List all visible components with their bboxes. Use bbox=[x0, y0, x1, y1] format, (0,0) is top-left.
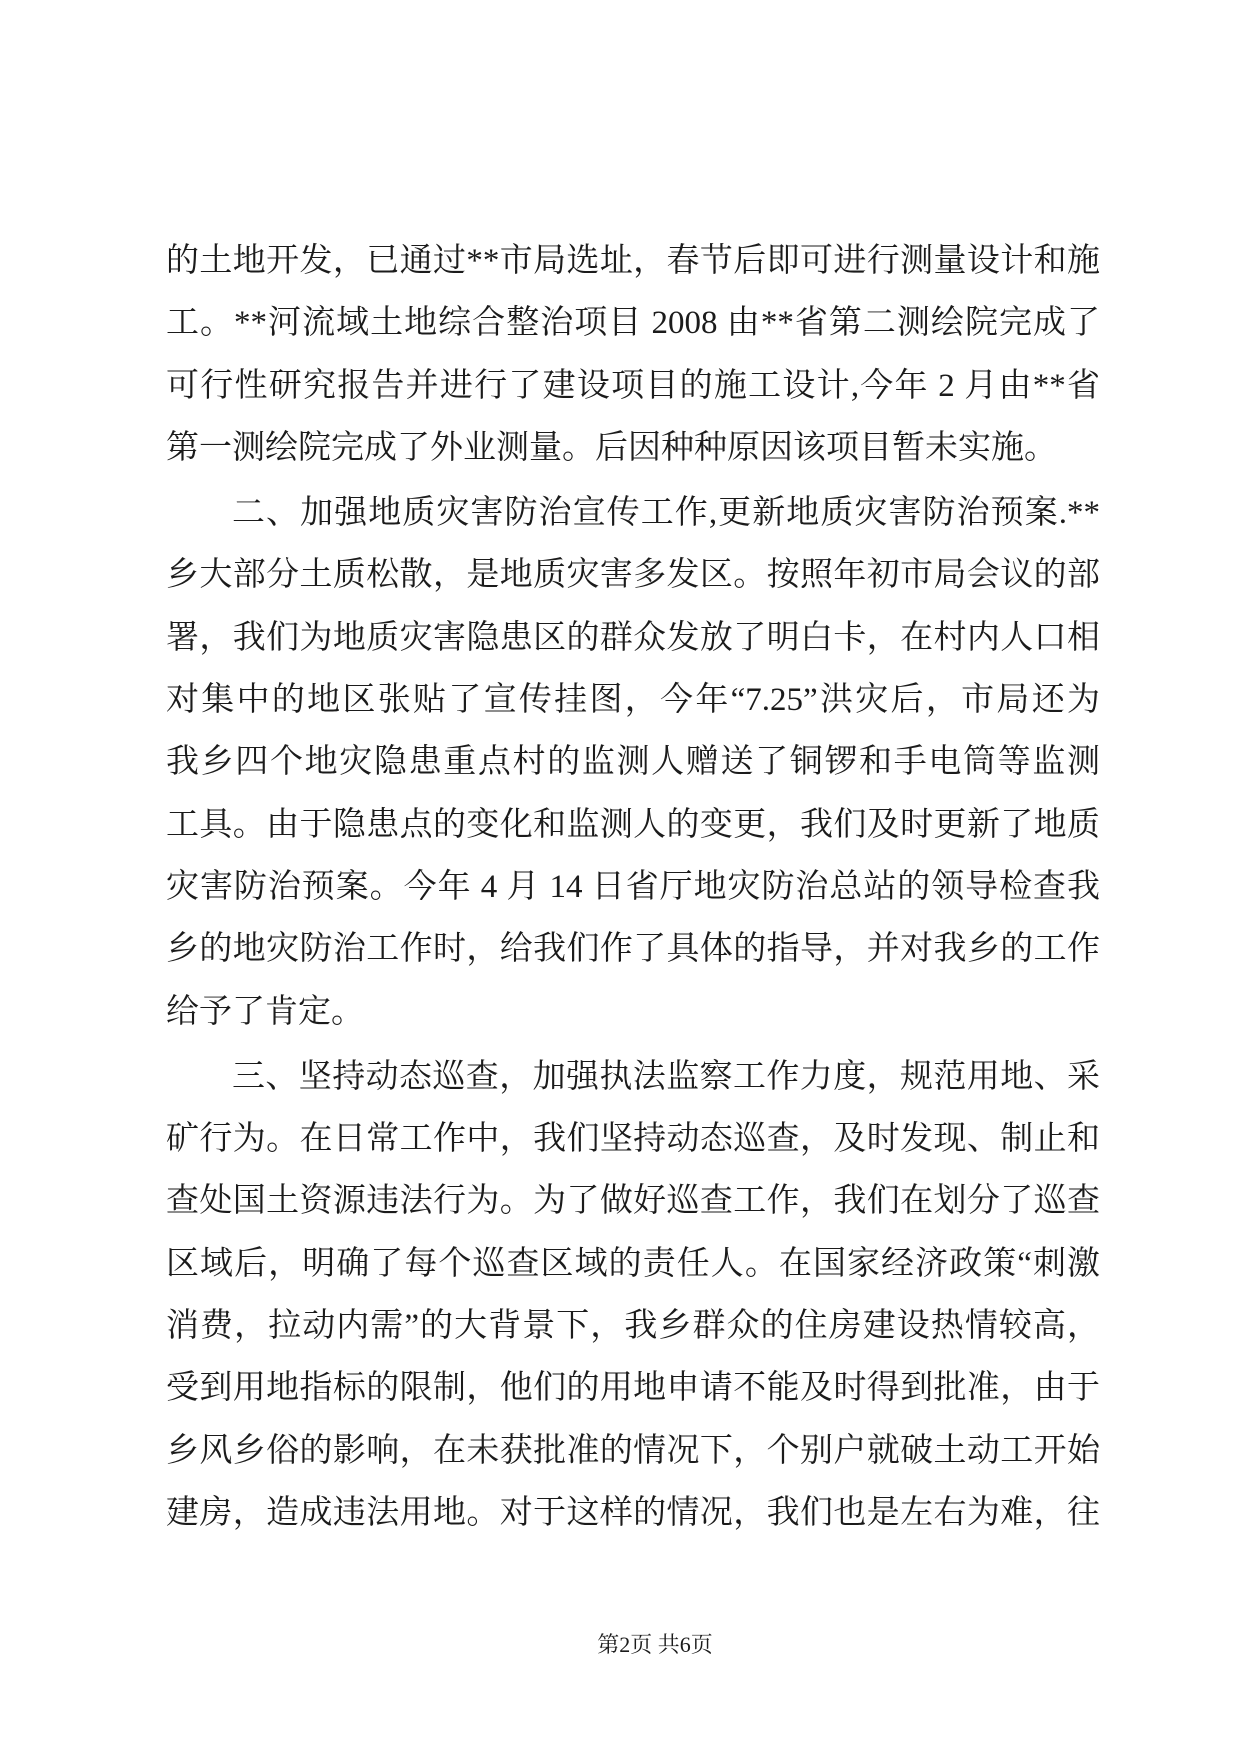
text-line: 的土地开发，已通过**市局选址，春节后即可进行测量设计和施 bbox=[166, 243, 1100, 279]
text-line: 乡的地灾防治工作时，给我们作了具体的指导，并对我乡的工作 bbox=[166, 931, 1100, 968]
text-line: 我乡四个地灾隐患重点村的监测人赠送了铜锣和手电筒等监测 bbox=[166, 744, 1100, 781]
text-line: 受到用地指标的限制，他们的用地申请不能及时得到批准，由于 bbox=[166, 1370, 1100, 1407]
text-line: 第一测绘院完成了外业测量。后因种种原因该项目暂未实施。 bbox=[166, 429, 1057, 466]
paragraph-section-two bbox=[166, 482, 1100, 1043]
text-line: 查处国土资源违法行为。为了做好巡查工作，我们在划分了巡查 bbox=[166, 1183, 1100, 1220]
text-line: 灾害防治预案。今年 4 月 14 日省厅地灾防治总站的领导检查我 bbox=[166, 868, 1100, 905]
text-line: 可行性研究报告并进行了建设项目的施工设计,今年 2 月由**省 bbox=[166, 367, 1100, 404]
text-line: 三、坚持动态巡查，加强执法监察工作力度，规范用地、采 bbox=[232, 1058, 1100, 1095]
text-line: 建房，造成违法用地。对于这样的情况，我们也是左右为难，往 bbox=[166, 1494, 1100, 1531]
text-line: 乡风乡俗的影响，在未获批准的情况下，个别户就破土动工开始 bbox=[166, 1432, 1100, 1469]
text-line: 区域后，明确了每个巡查区域的责任人。在国家经济政策“刺激 bbox=[166, 1245, 1100, 1282]
text-line: 对集中的地区张贴了宣传挂图，今年“7.25”洪灾后，市局还为 bbox=[166, 682, 1100, 719]
text-line: 工。**河流域土地综合整治项目 2008 由**省第二测绘院完成了 bbox=[166, 305, 1100, 342]
text-line: 二、加强地质灾害防治宣传工作,更新地质灾害防治预案.** bbox=[232, 495, 1100, 532]
text-line: 给予了肯定。 bbox=[166, 993, 364, 1030]
page-number-footer: 第2页 共6页 bbox=[597, 1632, 713, 1657]
paragraph-continued bbox=[166, 230, 1100, 479]
text-line: 乡大部分土质松散，是地质灾害多发区。按照年初市局会议的部 bbox=[166, 557, 1100, 594]
text-line: 矿行为。在日常工作中，我们坚持动态巡查，及时发现、制止和 bbox=[166, 1121, 1100, 1158]
text-line: 署，我们为地质灾害隐患区的群众发放了明白卡，在村内人口相 bbox=[166, 619, 1100, 656]
text-line: 工具。由于隐患点的变化和监测人的变更，我们及时更新了地质 bbox=[166, 806, 1100, 843]
paragraph-section-three bbox=[166, 1046, 1100, 1544]
text-line: 消费，拉动内需”的大背景下，我乡群众的住房建设热情较高， bbox=[166, 1308, 1100, 1345]
body-text bbox=[166, 230, 1100, 1544]
